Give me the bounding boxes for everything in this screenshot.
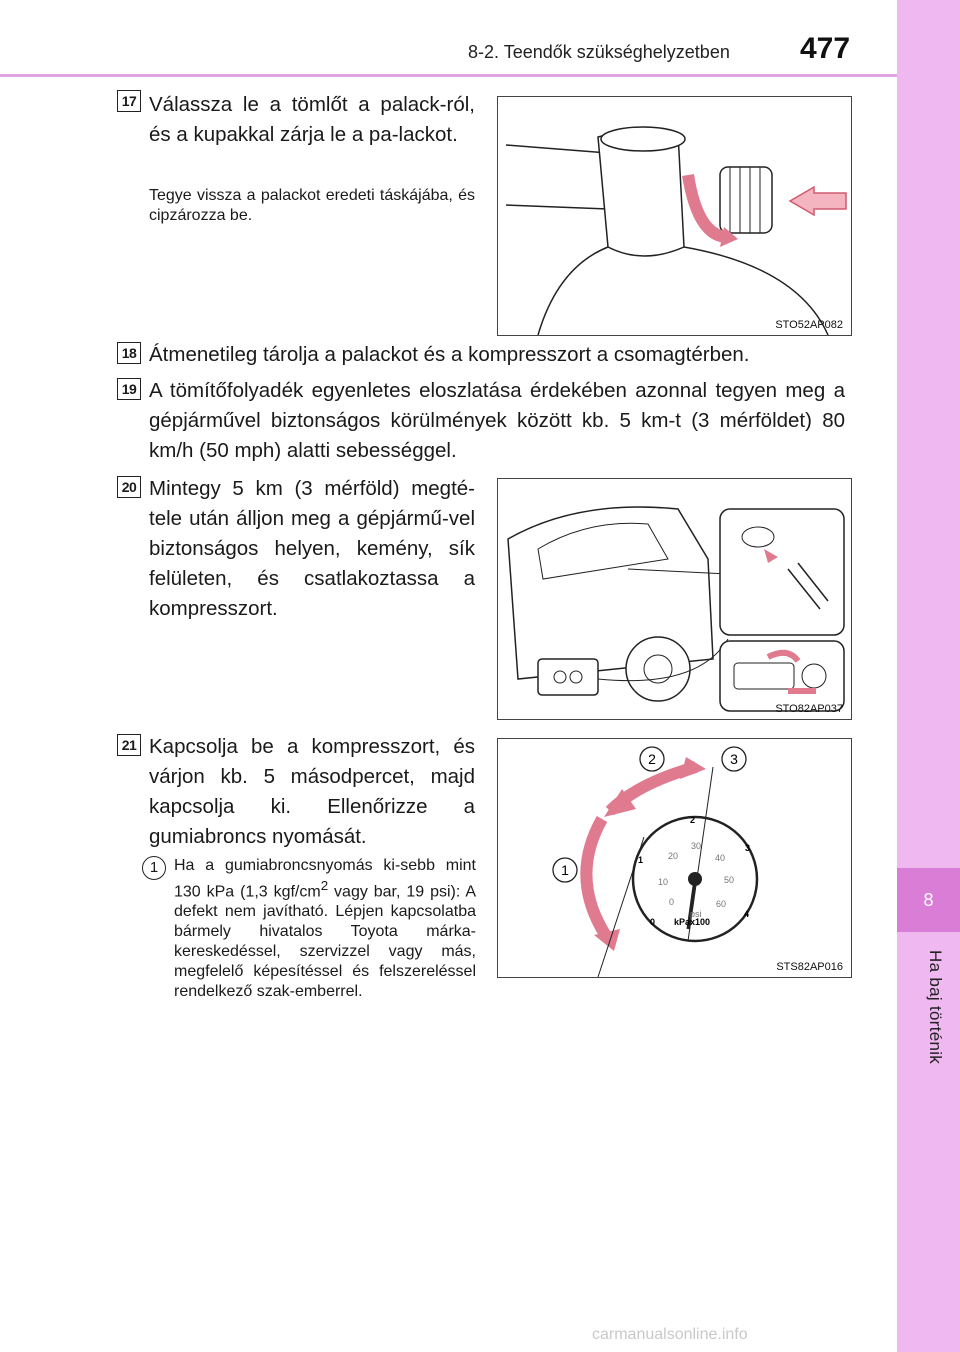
figure-2-code: STO82AP037 bbox=[775, 703, 843, 715]
sub-item-marker-1: 1 bbox=[142, 856, 166, 880]
step-21-note-superscript: 2 bbox=[320, 878, 329, 893]
step-badge-17: 17 bbox=[117, 90, 141, 112]
gauge-callout-3 bbox=[722, 747, 746, 771]
gauge-inner-label-60: 60 bbox=[716, 899, 727, 909]
bottle-cap-illustration bbox=[498, 97, 851, 335]
svg-text:1: 1 bbox=[561, 862, 569, 878]
gauge-outer-label-3: 3 bbox=[745, 843, 751, 853]
chapter-sidebar bbox=[897, 0, 960, 1352]
gauge-unit-label: kPax100 bbox=[674, 917, 711, 927]
figure-bottle-cap bbox=[497, 96, 852, 336]
step-20-text: Mintegy 5 km (3 mérföld) megté-tele után álljon meg a gépjármű-vel biztonságos helyen, kemény, sík felületen, és csatlakoztassa a kompresszort. bbox=[149, 477, 475, 620]
gauge-outer-label-2: 2 bbox=[690, 815, 696, 825]
header-rule bbox=[0, 74, 897, 77]
gauge-callout-2 bbox=[640, 747, 664, 771]
step-badge-19: 19 bbox=[117, 378, 141, 400]
step-badge-18: 18 bbox=[117, 342, 141, 364]
step-21-text: Kapcsolja be a kompresszort, és várjon kb. 5 másodpercet, majd kapcsolja ki. Ellenőrizze a gumiabroncs nyomását. bbox=[149, 735, 475, 848]
step-badge-20: 20 bbox=[117, 476, 141, 498]
gauge-inner-label-10: 10 bbox=[658, 877, 669, 887]
gauge-outer-label-0: 0 bbox=[650, 917, 656, 927]
gauge-callout-1 bbox=[553, 858, 577, 882]
figure-3-code: STS82AP016 bbox=[776, 961, 843, 973]
watermark: carmanualsonline.info bbox=[592, 1326, 748, 1343]
svg-text:3: 3 bbox=[730, 751, 738, 767]
step-19-text: A tömítőfolyadék egyenletes eloszlatása érdekében azonnal tegyen meg a gépjárművel biztonságos körülmények között kb. 5 km-t (3 mérföldet) 80 km/h (50 mph) alatti sebességgel. bbox=[149, 379, 845, 462]
chapter-title: Ha baj történik bbox=[926, 950, 945, 1065]
gauge-inner-label-20: 20 bbox=[668, 851, 679, 861]
step-17-note: Tegye vissza a palackot eredeti táskájába, és cipzározza be. bbox=[149, 187, 475, 224]
figure-1-code: STO52AP082 bbox=[775, 319, 843, 331]
pressure-gauge-illustration bbox=[498, 739, 851, 977]
gauge-inner-label-40: 40 bbox=[715, 853, 726, 863]
gauge-inner-label-50: 50 bbox=[724, 875, 735, 885]
figure-car-compressor bbox=[497, 478, 852, 720]
step-21-note-part1: Ha a gumiabroncsnyomás ki-sebb mint 130 kPa (1,3 kgf/cm bbox=[174, 857, 476, 901]
car-compressor-illustration bbox=[498, 479, 851, 719]
step-18-text: Átmenetileg tárolja a palackot és a kompresszort a csomagtérben. bbox=[149, 343, 750, 366]
gauge-psi-label: psi bbox=[690, 909, 702, 919]
chapter-number-tab[interactable]: 8 bbox=[897, 868, 960, 932]
step-21-note-part2: vagy bar, 19 psi): A defekt nem javítható. Lépjen kapcsolatba bármely hivatalos Toyota márka-kereskedéssel, szervizzel vagy más, megfelelő képesítéssel és felszereléssel rendelkező szak-emberrel. bbox=[174, 883, 476, 1001]
step-17-text: Válassza le a tömlőt a palack-ról, és a kupakkal zárja le a pa-lackot. bbox=[149, 93, 475, 146]
gauge-outer-label-4: 4 bbox=[744, 909, 750, 919]
step-21-note bbox=[174, 856, 476, 1002]
gauge-outer-label-1: 1 bbox=[638, 855, 644, 865]
step-badge-21: 21 bbox=[117, 734, 141, 756]
gauge-inner-label-30: 30 bbox=[691, 841, 702, 851]
page-number: 477 bbox=[800, 32, 851, 65]
figure-pressure-gauge bbox=[497, 738, 852, 978]
svg-text:2: 2 bbox=[648, 751, 656, 767]
header-title: 8-2. Teendők szükséghelyzetben bbox=[468, 42, 730, 62]
gauge-inner-label-0: 0 bbox=[669, 897, 675, 907]
